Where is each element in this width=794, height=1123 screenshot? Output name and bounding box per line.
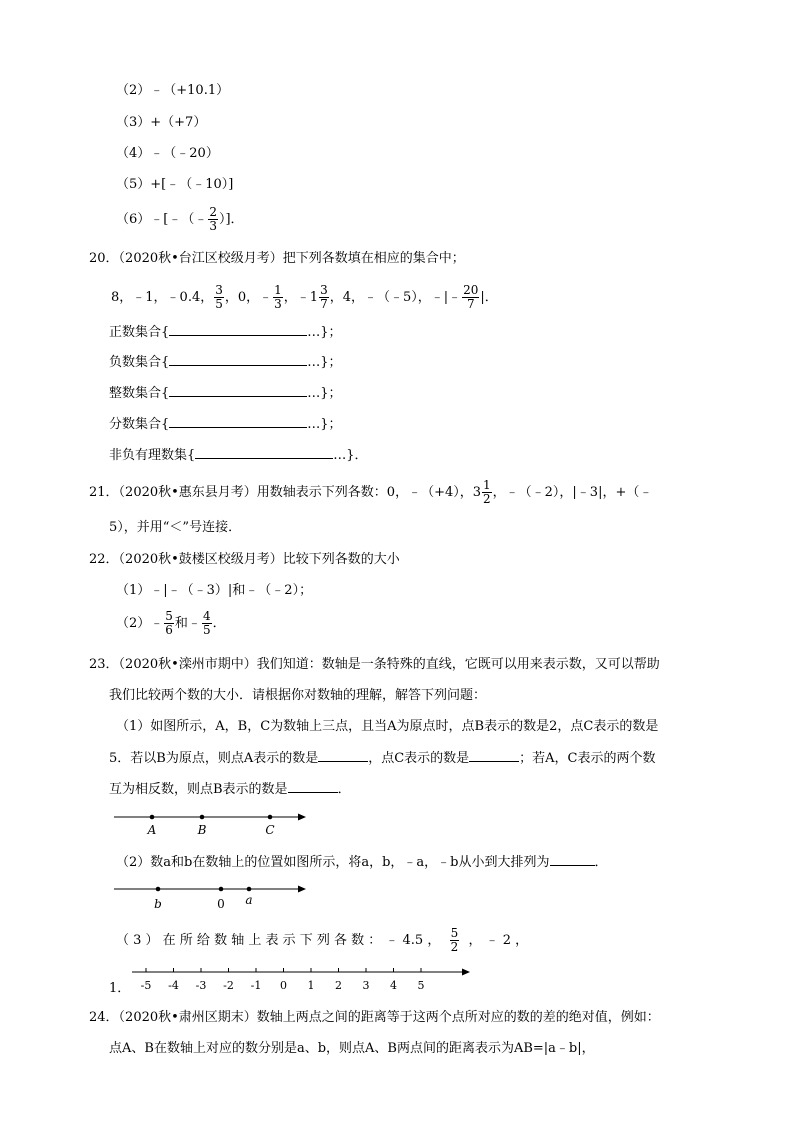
number-line-ab [110, 880, 310, 912]
fraction-numerator: 3 [320, 283, 328, 297]
axis-tick-label: -2 [223, 979, 234, 992]
point-a [247, 887, 252, 892]
fraction-denominator: 7 [320, 297, 328, 311]
fraction [214, 284, 224, 311]
point-b-label: b [154, 897, 162, 911]
q23-part1-line2 [109, 749, 656, 768]
q20-set-fraction [109, 415, 342, 434]
q23-text: ． [594, 855, 608, 870]
fraction [450, 927, 460, 954]
fraction-numerator: 20 [463, 283, 479, 297]
q20-set-integer [109, 384, 342, 403]
fraction-numerator: 5 [165, 609, 173, 623]
axis-tick-label: 4 [390, 979, 397, 992]
point-c-label: C [265, 823, 275, 837]
answer-blank[interactable] [169, 384, 307, 397]
q23-text: ；若A，C表示的两个数 [519, 751, 656, 766]
axis-arrow [298, 814, 306, 821]
point-a-label: A [147, 823, 157, 837]
answer-blank[interactable] [169, 323, 307, 336]
fraction [462, 284, 479, 311]
q23-text: （ 3 ） 在 所 给 数 轴 上 表 示 下 列 各 数 ： ﹣ 4.5 ， [116, 933, 441, 948]
axis-tick-label: -4 [168, 979, 179, 992]
fraction-denominator: 3 [274, 297, 282, 311]
q19-item-3: （3）+（+7） [116, 115, 207, 130]
q23-part3 [116, 926, 528, 956]
q19-item-2: （2）﹣（+10.1） [116, 83, 230, 98]
set-end: …}． [333, 448, 368, 463]
q22-text: ． [212, 616, 226, 631]
fraction [482, 479, 492, 506]
q23-part1-line1: （1）如图所示，A，B，C为数轴上三点，且当A为原点时，点B表示的数是2，点C表示的数是 [116, 719, 659, 734]
fraction [202, 610, 212, 637]
set-label: 正数集合{ [109, 325, 170, 340]
answer-blank[interactable] [288, 780, 338, 793]
q23-part1-line3 [109, 780, 351, 799]
origin-point [219, 887, 224, 892]
axis-tick-label: -1 [250, 979, 262, 992]
axis-tick-label: 1 [307, 979, 315, 992]
q23-text: ． [337, 782, 351, 797]
axis-tick-label: 5 [417, 979, 425, 992]
fraction-denominator: 6 [165, 623, 173, 637]
fraction-numerator: 1 [483, 478, 491, 492]
fraction-denominator: 5 [215, 297, 223, 311]
q23-line2: 我们比较两个数的大小．请根据你对数轴的理解，解答下列问题： [109, 688, 487, 703]
answer-blank[interactable] [550, 853, 595, 866]
fraction [164, 610, 174, 637]
fraction-numerator: 2 [209, 205, 217, 219]
q22-text: 和﹣ [174, 616, 201, 631]
fraction-numerator: 5 [450, 926, 459, 940]
point-c [268, 815, 273, 820]
fraction-denominator: 7 [466, 297, 475, 311]
fraction-denominator: 2 [450, 940, 459, 954]
q24-line1: 24．（2020秋•肃州区期末）数轴上两点之间的距离等于这两个点所对应的数的差的绝对值，例如： [89, 1010, 660, 1025]
set-end: …}； [307, 325, 342, 340]
fraction [273, 284, 283, 311]
q23-text: ，点C表示的数是 [368, 751, 470, 766]
point-a-label: a [245, 893, 253, 907]
answer-blank[interactable] [469, 749, 519, 762]
set-end: …}； [307, 417, 342, 432]
q23-part2 [116, 853, 608, 872]
q23-text: ， ﹣ 2 ， [468, 933, 529, 948]
q20-set-negative [109, 353, 342, 372]
q20-set-positive [109, 323, 342, 342]
q22-text: （2）﹣ [116, 616, 164, 631]
list-text: 8，﹣1，﹣0.4， [111, 290, 214, 305]
answer-blank[interactable] [318, 749, 368, 762]
q19-item-5: （5）+[﹣（﹣10）] [116, 177, 234, 192]
q21-line2: 5），并用“＜”号连接． [109, 520, 242, 535]
number-line-abc [110, 808, 310, 840]
fraction-denominator: 5 [202, 623, 211, 637]
q19-item-4: （4）﹣（﹣20） [116, 146, 219, 161]
set-label: 非负有理数集{ [109, 448, 196, 463]
list-text: |． [480, 290, 498, 305]
set-end: …}； [307, 386, 342, 401]
q22-item-2 [116, 609, 226, 639]
q19-item-6-suffix: ）]． [218, 212, 244, 227]
q23-text: （2）数a和b在数轴上的位置如图所示，将a，b，﹣a，﹣b从小到大排列为 [116, 855, 550, 870]
point-b-label: B [197, 823, 207, 837]
q21-text: ，﹣（﹣2），|﹣3|，+（﹣ [492, 485, 653, 500]
q22-item-1: （1）﹣|﹣（﹣3）|和﹣（﹣2）； [116, 583, 313, 598]
q19-item-6-prefix: （6）﹣[﹣（﹣ [116, 212, 208, 227]
set-end: …}； [307, 355, 342, 370]
q21-line1 [89, 478, 652, 508]
fraction-numerator: 3 [215, 283, 223, 297]
axis-arrow [298, 886, 306, 893]
axis-tick-label: -3 [195, 979, 207, 992]
origin-label: 0 [217, 897, 225, 911]
answer-blank[interactable] [169, 353, 307, 366]
q21-text: 21．（2020秋•惠东县月考）用数轴表示下列各数：0，﹣（+4），3 [89, 485, 481, 500]
point-b [156, 887, 161, 892]
q20-number-list [111, 283, 498, 313]
point-a [150, 815, 155, 820]
q20-header: 20．（2020秋•台江区校级月考）把下列各数填在相应的集合中； [89, 251, 465, 266]
set-label: 整数集合{ [109, 386, 170, 401]
list-text: ，0，﹣ [224, 290, 273, 305]
set-label: 分数集合{ [109, 417, 170, 432]
fraction [319, 284, 329, 311]
point-b [200, 815, 205, 820]
number-line-grid [128, 962, 478, 996]
answer-blank[interactable] [169, 415, 307, 428]
q24-line2: 点A、B在数轴上对应的数分别是a、b，则点A、B两点间的距离表示为AB=|a﹣b|， [109, 1041, 595, 1056]
axis-tick-label: 2 [335, 979, 342, 992]
q23-line1: 23．（2020秋•滦州市期中）我们知道：数轴是一条特殊的直线，它既可以用来表示数，又可以帮助 [89, 657, 660, 672]
axis-tick-label: 0 [280, 979, 287, 992]
axis-arrow [462, 969, 470, 976]
q23-part3-end: 1． [109, 981, 131, 996]
axis-tick-label: -5 [140, 979, 152, 992]
q20-set-nonnegative [109, 446, 368, 465]
fraction [208, 206, 218, 233]
fraction-numerator: 1 [274, 283, 282, 297]
q22-header: 22．（2020秋•鼓楼区校级月考）比较下列各数的大小 [89, 552, 400, 567]
list-text: ，﹣1 [283, 290, 319, 305]
q23-text: 互为相反数，则点B表示的数是 [109, 782, 288, 797]
answer-blank[interactable] [195, 446, 333, 459]
q19-item-6 [116, 206, 244, 234]
fraction-denominator: 3 [209, 219, 217, 233]
list-text: ，4，﹣（﹣5），﹣|﹣ [329, 290, 462, 305]
fraction-numerator: 4 [202, 609, 211, 623]
q23-text: 5．若以B为原点，则点A表示的数是 [109, 751, 319, 766]
axis-tick-label: 3 [362, 979, 370, 992]
set-label: 负数集合{ [109, 355, 170, 370]
fraction-denominator: 2 [483, 492, 491, 506]
